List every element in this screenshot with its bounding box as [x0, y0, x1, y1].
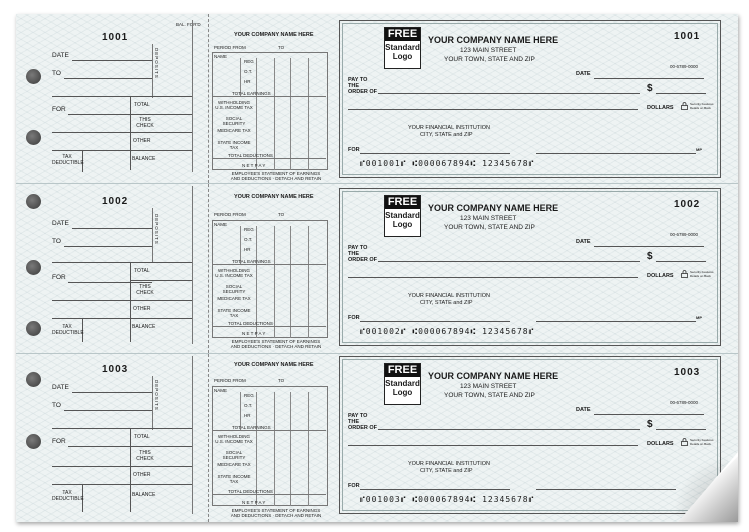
bank-name: YOUR FINANCIAL INSTITUTION [408, 461, 490, 467]
voucher-medicare-label: MEDICARE TAX [217, 128, 251, 133]
voucher-total-deductions-label: TOTAL DEDUCTIONS [228, 489, 273, 494]
micr-line: ⑈001003⑈ ⑆000067894⑆ 12345678⑈ [360, 495, 535, 504]
voucher-hr-label: HR [244, 413, 251, 418]
check-company-name: YOUR COMPANY NAME HERE [428, 371, 559, 381]
check-city: YOUR TOWN, STATE AND ZIP [444, 392, 535, 399]
check-city: YOUR TOWN, STATE AND ZIP [444, 56, 535, 63]
stub-for-label: FOR [52, 274, 66, 281]
stub-check-number: 1002 [102, 196, 129, 207]
stub-this-check-label: THIS CHECK [136, 450, 154, 462]
check-set-3 [16, 354, 738, 523]
voucher-social-security-label: SOCIAL SECURITY [222, 284, 246, 294]
check-body [339, 356, 721, 514]
voucher-ot-label: O.T. [244, 237, 253, 242]
check-number: 1003 [674, 367, 701, 378]
stub-other-label: OTHER [133, 138, 151, 144]
check-street: 123 MAIN STREET [460, 47, 517, 54]
voucher-total-earnings-label: TOTAL EARNINGS [232, 91, 271, 96]
voucher-total-deductions-label: TOTAL DEDUCTIONS [228, 153, 273, 158]
bank-name: YOUR FINANCIAL INSTITUTION [408, 125, 490, 131]
voucher-reg-label: REG [244, 393, 254, 398]
stub-for-label: FOR [52, 438, 66, 445]
binder-hole [26, 260, 41, 275]
stub-total-label: TOTAL [134, 268, 150, 274]
bank-city: CITY, STATE and ZIP [420, 300, 473, 306]
dollar-sign: $ [647, 419, 653, 430]
lock-icon [681, 102, 688, 110]
amount-box[interactable] [656, 83, 706, 94]
voucher-total-deductions-label: TOTAL DEDUCTIONS [228, 321, 273, 326]
voucher-period-to: TO [278, 45, 285, 50]
routing-fraction: 00-6789-0000 [670, 400, 699, 405]
stub-to-label: TO [52, 70, 61, 77]
check-date-label: DATE [576, 239, 591, 245]
check-body [339, 20, 721, 178]
dollars-label: DOLLARS [647, 273, 674, 279]
voucher-net-pay-label: N E T P A Y [242, 163, 266, 168]
check-set-2 [16, 184, 738, 353]
pay-to-label: PAY TO THE ORDER OF [348, 413, 378, 431]
stub-this-check-label: THIS CHECK [136, 117, 154, 129]
check-sheet [16, 14, 738, 522]
voucher-company-name: YOUR COMPANY NAME HERE [234, 362, 314, 368]
voucher-period-from: PERIOD FROM [214, 45, 246, 50]
check-date-label: DATE [576, 71, 591, 77]
stub-date-label: DATE [52, 220, 69, 227]
voucher-net-pay-label: N E T P A Y [242, 331, 266, 336]
memo-label: FOR [348, 315, 360, 321]
micr-line: ⑈001002⑈ ⑆000067894⑆ 12345678⑈ [360, 327, 535, 336]
stub-deposits-label: DEPOSITS [154, 214, 159, 245]
pay-to-label: PAY TO THE ORDER OF [348, 245, 378, 263]
voucher-period-from: PERIOD FROM [214, 212, 246, 217]
dollars-label: DOLLARS [647, 441, 674, 447]
stub-balance-label: BALANCE [132, 324, 156, 330]
bank-city: CITY, STATE and ZIP [420, 132, 473, 138]
dollar-sign: $ [647, 251, 653, 262]
bank-name: YOUR FINANCIAL INSTITUTION [408, 293, 490, 299]
stub-for-label: FOR [52, 106, 66, 113]
pay-to-label: PAY TO THE ORDER OF [348, 77, 378, 95]
bank-city: CITY, STATE and ZIP [420, 468, 473, 474]
stub-deposits-label: DEPOSITS [154, 380, 159, 411]
voucher-statement: EMPLOYEE'S STATEMENT OF EARNINGS AND DEDUCTIONS · DETACH AND RETAIN [230, 508, 322, 518]
binder-hole [26, 69, 41, 84]
voucher-name-label: NAME [214, 388, 228, 393]
amount-box[interactable] [656, 419, 706, 430]
mp-mark: MP [696, 147, 702, 152]
amount-box[interactable] [656, 251, 706, 262]
lock-icon [681, 438, 688, 446]
voucher-statement: EMPLOYEE'S STATEMENT OF EARNINGS AND DEDUCTIONS · DETACH AND RETAIN [230, 339, 322, 349]
voucher-period-from: PERIOD FROM [214, 378, 246, 383]
stub-balance-label: BALANCE [132, 492, 156, 498]
stub-tax-deductible-label: TAX DEDUCTIBLE [52, 490, 84, 502]
stub-total-label: TOTAL [134, 434, 150, 440]
voucher-social-security-label: SOCIAL SECURITY [222, 450, 246, 460]
stub-bal-fwd-label: BAL. FOR'D [176, 22, 201, 27]
dollars-label: DOLLARS [647, 105, 674, 111]
logo-placeholder: FREE Standard Logo [384, 363, 421, 405]
voucher-name-label: NAME [214, 222, 228, 227]
memo-label: FOR [348, 483, 360, 489]
voucher-name-label: NAME [214, 54, 228, 59]
voucher-withholding-label: WITHHOLDING U.S. INCOME TAX [215, 100, 253, 110]
voucher-hr-label: HR [244, 79, 251, 84]
check-set-1 [16, 14, 738, 183]
security-note: Security Features Details on Back [690, 438, 714, 446]
check-number: 1002 [674, 199, 701, 210]
stub-total-label: TOTAL [134, 102, 150, 108]
stub-check-number: 1001 [102, 32, 129, 43]
lock-icon [681, 270, 688, 278]
voucher-net-pay-label: N E T P A Y [242, 500, 266, 505]
voucher-company-name: YOUR COMPANY NAME HERE [234, 194, 314, 200]
logo-placeholder: FREE Standard Logo [384, 195, 421, 237]
stub-tax-deductible-label: TAX DEDUCTIBLE [52, 154, 84, 166]
memo-label: FOR [348, 147, 360, 153]
stub-date-label: DATE [52, 52, 69, 59]
check-company-name: YOUR COMPANY NAME HERE [428, 203, 559, 213]
stub-other-label: OTHER [133, 472, 151, 478]
stub-check-number: 1003 [102, 364, 129, 375]
voucher-withholding-label: WITHHOLDING U.S. INCOME TAX [215, 434, 253, 444]
binder-hole [26, 434, 41, 449]
stub-date-label: DATE [52, 384, 69, 391]
check-city: YOUR TOWN, STATE AND ZIP [444, 224, 535, 231]
security-note: Security Features Details on Back [690, 270, 714, 278]
voucher-social-security-label: SOCIAL SECURITY [222, 116, 246, 126]
check-date-label: DATE [576, 407, 591, 413]
stub-to-label: TO [52, 402, 61, 409]
voucher-medicare-label: MEDICARE TAX [217, 462, 251, 467]
voucher-period-to: TO [278, 212, 285, 217]
mp-mark: MP [696, 315, 702, 320]
security-note: Security Features Details on Back [690, 102, 714, 110]
stub-to-label: TO [52, 238, 61, 245]
binder-hole [26, 372, 41, 387]
voucher-state-tax-label: STATE INCOME TAX [217, 474, 251, 484]
voucher-reg-label: REG [244, 227, 254, 232]
voucher-total-earnings-label: TOTAL EARNINGS [232, 259, 271, 264]
check-body [339, 188, 721, 346]
check-street: 123 MAIN STREET [460, 383, 517, 390]
voucher-ot-label: O.T. [244, 403, 253, 408]
voucher-ot-label: O.T. [244, 69, 253, 74]
check-street: 123 MAIN STREET [460, 215, 517, 222]
binder-hole [26, 194, 41, 209]
voucher-company-name: YOUR COMPANY NAME HERE [234, 32, 314, 38]
micr-line: ⑈001001⑈ ⑆000067894⑆ 12345678⑈ [360, 159, 535, 168]
stub-deposits-label: DEPOSITS [154, 48, 159, 79]
voucher-medicare-label: MEDICARE TAX [217, 296, 251, 301]
stub-other-label: OTHER [133, 306, 151, 312]
binder-hole [26, 321, 41, 336]
logo-placeholder: FREE Standard Logo [384, 27, 421, 69]
check-company-name: YOUR COMPANY NAME HERE [428, 35, 559, 45]
voucher-period-to: TO [278, 378, 285, 383]
voucher-withholding-label: WITHHOLDING U.S. INCOME TAX [215, 268, 253, 278]
voucher-state-tax-label: STATE INCOME TAX [217, 308, 251, 318]
check-number: 1001 [674, 31, 701, 42]
voucher-table [212, 386, 328, 506]
dollar-sign: $ [647, 83, 653, 94]
routing-fraction: 00-6789-0000 [670, 232, 699, 237]
stub-balance-label: BALANCE [132, 156, 156, 162]
voucher-state-tax-label: STATE INCOME TAX [217, 140, 251, 150]
voucher-hr-label: HR [244, 247, 251, 252]
binder-hole [26, 130, 41, 145]
routing-fraction: 00-6789-0000 [670, 64, 699, 69]
voucher-total-earnings-label: TOTAL EARNINGS [232, 425, 271, 430]
voucher-statement: EMPLOYEE'S STATEMENT OF EARNINGS AND DEDUCTIONS · DETACH AND RETAIN [230, 171, 322, 181]
stub-tax-deductible-label: TAX DEDUCTIBLE [52, 324, 84, 336]
voucher-reg-label: REG [244, 59, 254, 64]
stub-this-check-label: THIS CHECK [136, 284, 154, 296]
